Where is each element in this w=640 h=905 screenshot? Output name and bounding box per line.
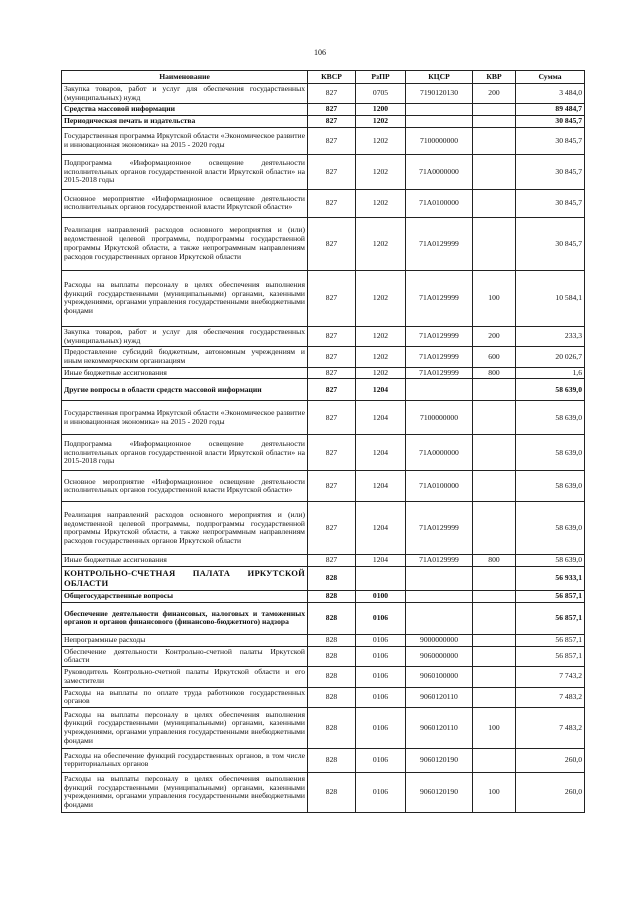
cell-kvr [473,687,516,707]
cell-rzpr: 1202 [356,217,406,270]
cell-kcsr [406,602,473,634]
table-row [62,602,585,634]
cell-rzpr: 1204 [356,555,406,567]
cell-sum: 56 933,1 [516,567,585,591]
cell-kcsr: 71А0129999 [406,270,473,326]
cell-name: Государственная программа Иркутской области «Экономическое развитие и инновационная экономика» на 2015 - 2020 годы [62,127,308,154]
cell-sum: 56 857,1 [516,591,585,603]
header-kvr: КВР [473,71,516,84]
cell-rzpr: 0106 [356,667,406,687]
cell-sum: 7 743,2 [516,667,585,687]
cell-name: Другие вопросы в области средств массовой информации [62,379,308,401]
table-row [62,567,585,591]
table-row [62,687,585,707]
cell-name: Реализация направлений расходов основного мероприятия и (или) ведомственной целевой программы, подпрограммы государственной программы Иркутской области, а также непрограммным направлениям расходов государственных органов Иркутской области [62,502,308,555]
budget-table [61,70,585,813]
cell-kvsr: 828 [308,646,356,666]
cell-rzpr: 1202 [356,367,406,379]
cell-kvsr: 827 [308,154,356,189]
cell-name: Подпрограмма «Информационное освещение деятельности исполнительных органов государственной власти Иркутской области» на 2015-2018 годы [62,154,308,189]
cell-name: Расходы на обеспечение функций государственных органов, в том числе территориальных органов [62,748,308,772]
cell-kvr [473,591,516,603]
cell-kcsr [406,567,473,591]
cell-kcsr: 71А0100000 [406,471,473,502]
cell-kvr [473,667,516,687]
cell-kvsr: 827 [308,270,356,326]
cell-kcsr: 9060120110 [406,687,473,707]
cell-kvr [473,379,516,401]
table-row [62,471,585,502]
cell-kvsr: 827 [308,555,356,567]
cell-kvr [473,502,516,555]
table-row [62,591,585,603]
table-row [62,634,585,646]
header-kvsr: КВСР [308,71,356,84]
cell-kvsr: 827 [308,326,356,346]
cell-kvsr: 827 [308,189,356,217]
cell-sum: 10 584,1 [516,270,585,326]
cell-kvsr: 827 [308,116,356,128]
cell-sum: 260,0 [516,748,585,772]
cell-name: Государственная программа Иркутской области «Экономическое развитие и инновационная экономика» на 2015 - 2020 годы [62,401,308,435]
cell-name: Иные бюджетные ассигнования [62,367,308,379]
cell-rzpr: 0106 [356,634,406,646]
cell-name: Обеспечение деятельности Контрольно-счетной палаты Иркутской области [62,646,308,666]
header-name: Наименование [62,71,308,84]
cell-sum: 58 639,0 [516,555,585,567]
cell-name: Подпрограмма «Информационное освещение деятельности исполнительных органов государственной власти Иркутской области» на 2015-2018 годы [62,435,308,471]
cell-kvsr: 827 [308,471,356,502]
cell-rzpr: 0100 [356,591,406,603]
cell-rzpr: 1204 [356,502,406,555]
cell-name: Закупка товаров, работ и услуг для обеспечения государственных (муниципальных) нужд [62,84,308,104]
cell-kvr [473,602,516,634]
cell-sum: 58 639,0 [516,502,585,555]
table-row [62,435,585,471]
table-row [62,707,585,748]
table-row [62,667,585,687]
cell-sum: 58 639,0 [516,435,585,471]
cell-kvr: 200 [473,326,516,346]
page-number: 106 [314,48,326,57]
cell-kcsr: 7100000000 [406,127,473,154]
cell-sum: 30 845,7 [516,127,585,154]
cell-kvr [473,471,516,502]
cell-name: Расходы на выплаты по оплате труда работников государственных органов [62,687,308,707]
cell-sum: 3 484,0 [516,84,585,104]
cell-sum: 56 857,1 [516,634,585,646]
cell-kvr [473,634,516,646]
table-row [62,646,585,666]
cell-sum: 30 845,7 [516,154,585,189]
cell-name: Расходы на выплаты персоналу в целях обеспечения выполнения функций государственными (муниципальными) органами, казенными учреждениями, органами управления государственными внебюджетными фондами [62,707,308,748]
table-row [62,270,585,326]
cell-kvr [473,116,516,128]
header-rzpr: РзПР [356,71,406,84]
cell-rzpr: 1202 [356,189,406,217]
cell-name: Закупка товаров, работ и услуг для обеспечения государственных (муниципальных) нужд [62,326,308,346]
cell-name: Предоставление субсидий бюджетным, автономным учреждениям и иным некоммерческим организациям [62,347,308,367]
cell-sum: 233,3 [516,326,585,346]
cell-kvsr: 828 [308,748,356,772]
cell-name: Обеспечение деятельности финансовых, налоговых и таможенных органов и органов финансового (финансово-бюджетного) надзора [62,602,308,634]
cell-kvsr: 828 [308,772,356,812]
cell-rzpr: 0106 [356,772,406,812]
cell-name: Расходы на выплаты персоналу в целях обеспечения выполнения функций государственными (муниципальными) органами, казенными учреждениями, органами управления государственными внебюджетными фондами [62,772,308,812]
cell-kcsr: 71А0129999 [406,326,473,346]
table-row [62,104,585,116]
table-row [62,401,585,435]
cell-kvr [473,104,516,116]
cell-sum: 58 639,0 [516,379,585,401]
table-row [62,326,585,346]
table-row [62,217,585,270]
cell-kvr: 600 [473,347,516,367]
cell-kvsr: 827 [308,347,356,367]
cell-kcsr: 71А0100000 [406,189,473,217]
cell-kvsr: 827 [308,401,356,435]
cell-kvr [473,748,516,772]
header-kcsr: КЦСР [406,71,473,84]
table-row [62,748,585,772]
cell-name: КОНТРОЛЬНО-СЧЕТНАЯ ПАЛАТА ИРКУТСКОЙ ОБЛАСТИ [62,567,308,591]
cell-rzpr [356,567,406,591]
cell-kcsr [406,379,473,401]
cell-kvr [473,217,516,270]
table-row [62,772,585,812]
cell-kvsr: 828 [308,567,356,591]
cell-name: Иные бюджетные ассигнования [62,555,308,567]
cell-kcsr [406,116,473,128]
cell-rzpr: 1200 [356,104,406,116]
cell-sum: 1,6 [516,367,585,379]
cell-kvr: 200 [473,84,516,104]
cell-kcsr: 71А0129999 [406,502,473,555]
cell-rzpr: 0106 [356,748,406,772]
cell-kcsr: 9060120110 [406,707,473,748]
cell-rzpr: 1204 [356,401,406,435]
cell-kcsr: 9000000000 [406,634,473,646]
cell-kvsr: 828 [308,634,356,646]
cell-kvsr: 828 [308,667,356,687]
cell-sum: 30 845,7 [516,116,585,128]
cell-rzpr: 1204 [356,435,406,471]
cell-sum: 89 484,7 [516,104,585,116]
header-sum: Сумма [516,71,585,84]
cell-kcsr: 7190120130 [406,84,473,104]
cell-kvr: 800 [473,555,516,567]
cell-rzpr: 1202 [356,347,406,367]
table-row [62,116,585,128]
cell-name: Руководитель Контрольно-счетной палаты Иркутской области и его заместители [62,667,308,687]
cell-rzpr: 0705 [356,84,406,104]
cell-kvsr: 827 [308,379,356,401]
cell-kvsr: 828 [308,602,356,634]
cell-kvr [473,435,516,471]
cell-rzpr: 0106 [356,687,406,707]
cell-kvr: 100 [473,270,516,326]
cell-kvr [473,189,516,217]
cell-sum: 56 857,1 [516,646,585,666]
cell-kcsr: 9060120190 [406,748,473,772]
table-row [62,555,585,567]
cell-rzpr: 1202 [356,154,406,189]
cell-rzpr: 1202 [356,127,406,154]
cell-kvsr: 828 [308,687,356,707]
cell-kcsr: 71А0000000 [406,435,473,471]
cell-kvsr: 827 [308,84,356,104]
table-row [62,379,585,401]
cell-sum: 20 026,7 [516,347,585,367]
cell-kcsr: 9060120190 [406,772,473,812]
cell-kvsr: 827 [308,104,356,116]
table-row [62,367,585,379]
cell-name: Основное мероприятие «Информационное освещение деятельности исполнительных органов государственной власти Иркутской области» [62,471,308,502]
cell-kvr: 100 [473,772,516,812]
cell-kvsr: 827 [308,502,356,555]
cell-name: Средства массовой информации [62,104,308,116]
cell-sum: 56 857,1 [516,602,585,634]
cell-kcsr [406,591,473,603]
cell-name: Непрограммные расходы [62,634,308,646]
cell-sum: 7 483,2 [516,707,585,748]
cell-name: Реализация направлений расходов основного мероприятия и (или) ведомственной целевой программы, подпрограммы государственной программы Иркутской области, а также непрограммным направлениям расходов государственных органов Иркутской области [62,217,308,270]
cell-kcsr: 71А0129999 [406,347,473,367]
cell-kcsr [406,104,473,116]
cell-rzpr: 0106 [356,707,406,748]
cell-rzpr: 1204 [356,379,406,401]
cell-sum: 260,0 [516,772,585,812]
table-row [62,154,585,189]
cell-kvsr: 827 [308,367,356,379]
cell-sum: 7 483,2 [516,687,585,707]
table-row [62,127,585,154]
cell-kcsr: 71А0129999 [406,367,473,379]
cell-sum: 58 639,0 [516,471,585,502]
table-row [62,189,585,217]
cell-kvr [473,567,516,591]
cell-kcsr: 71А0129999 [406,555,473,567]
cell-rzpr: 1204 [356,471,406,502]
cell-kvsr: 828 [308,707,356,748]
cell-kvr [473,154,516,189]
cell-kcsr: 9060000000 [406,646,473,666]
cell-name: Основное мероприятие «Информационное освещение деятельности исполнительных органов государственной власти Иркутской области» [62,189,308,217]
cell-kcsr: 71А0000000 [406,154,473,189]
cell-sum: 30 845,7 [516,217,585,270]
table-header-row [62,71,585,84]
cell-kcsr: 71А0129999 [406,217,473,270]
cell-kvr: 100 [473,707,516,748]
table-row [62,347,585,367]
cell-kcsr: 9060100000 [406,667,473,687]
cell-kvr [473,127,516,154]
cell-kvsr: 827 [308,217,356,270]
cell-rzpr: 1202 [356,326,406,346]
cell-rzpr: 1202 [356,116,406,128]
cell-name: Общегосударственные вопросы [62,591,308,603]
cell-rzpr: 1202 [356,270,406,326]
cell-kvr [473,401,516,435]
cell-rzpr: 0106 [356,646,406,666]
cell-kvr [473,646,516,666]
cell-name: Расходы на выплаты персоналу в целях обеспечения выполнения функций государственными (муниципальными) органами, казенными учреждениями, органами управления государственными внебюджетными фондами [62,270,308,326]
table-row [62,84,585,104]
cell-kvsr: 828 [308,591,356,603]
cell-sum: 30 845,7 [516,189,585,217]
cell-kvsr: 827 [308,435,356,471]
cell-kcsr: 7100000000 [406,401,473,435]
cell-sum: 58 639,0 [516,401,585,435]
cell-name: Периодическая печать и издательства [62,116,308,128]
cell-kvsr: 827 [308,127,356,154]
cell-rzpr: 0106 [356,602,406,634]
table-row [62,502,585,555]
cell-kvr: 800 [473,367,516,379]
